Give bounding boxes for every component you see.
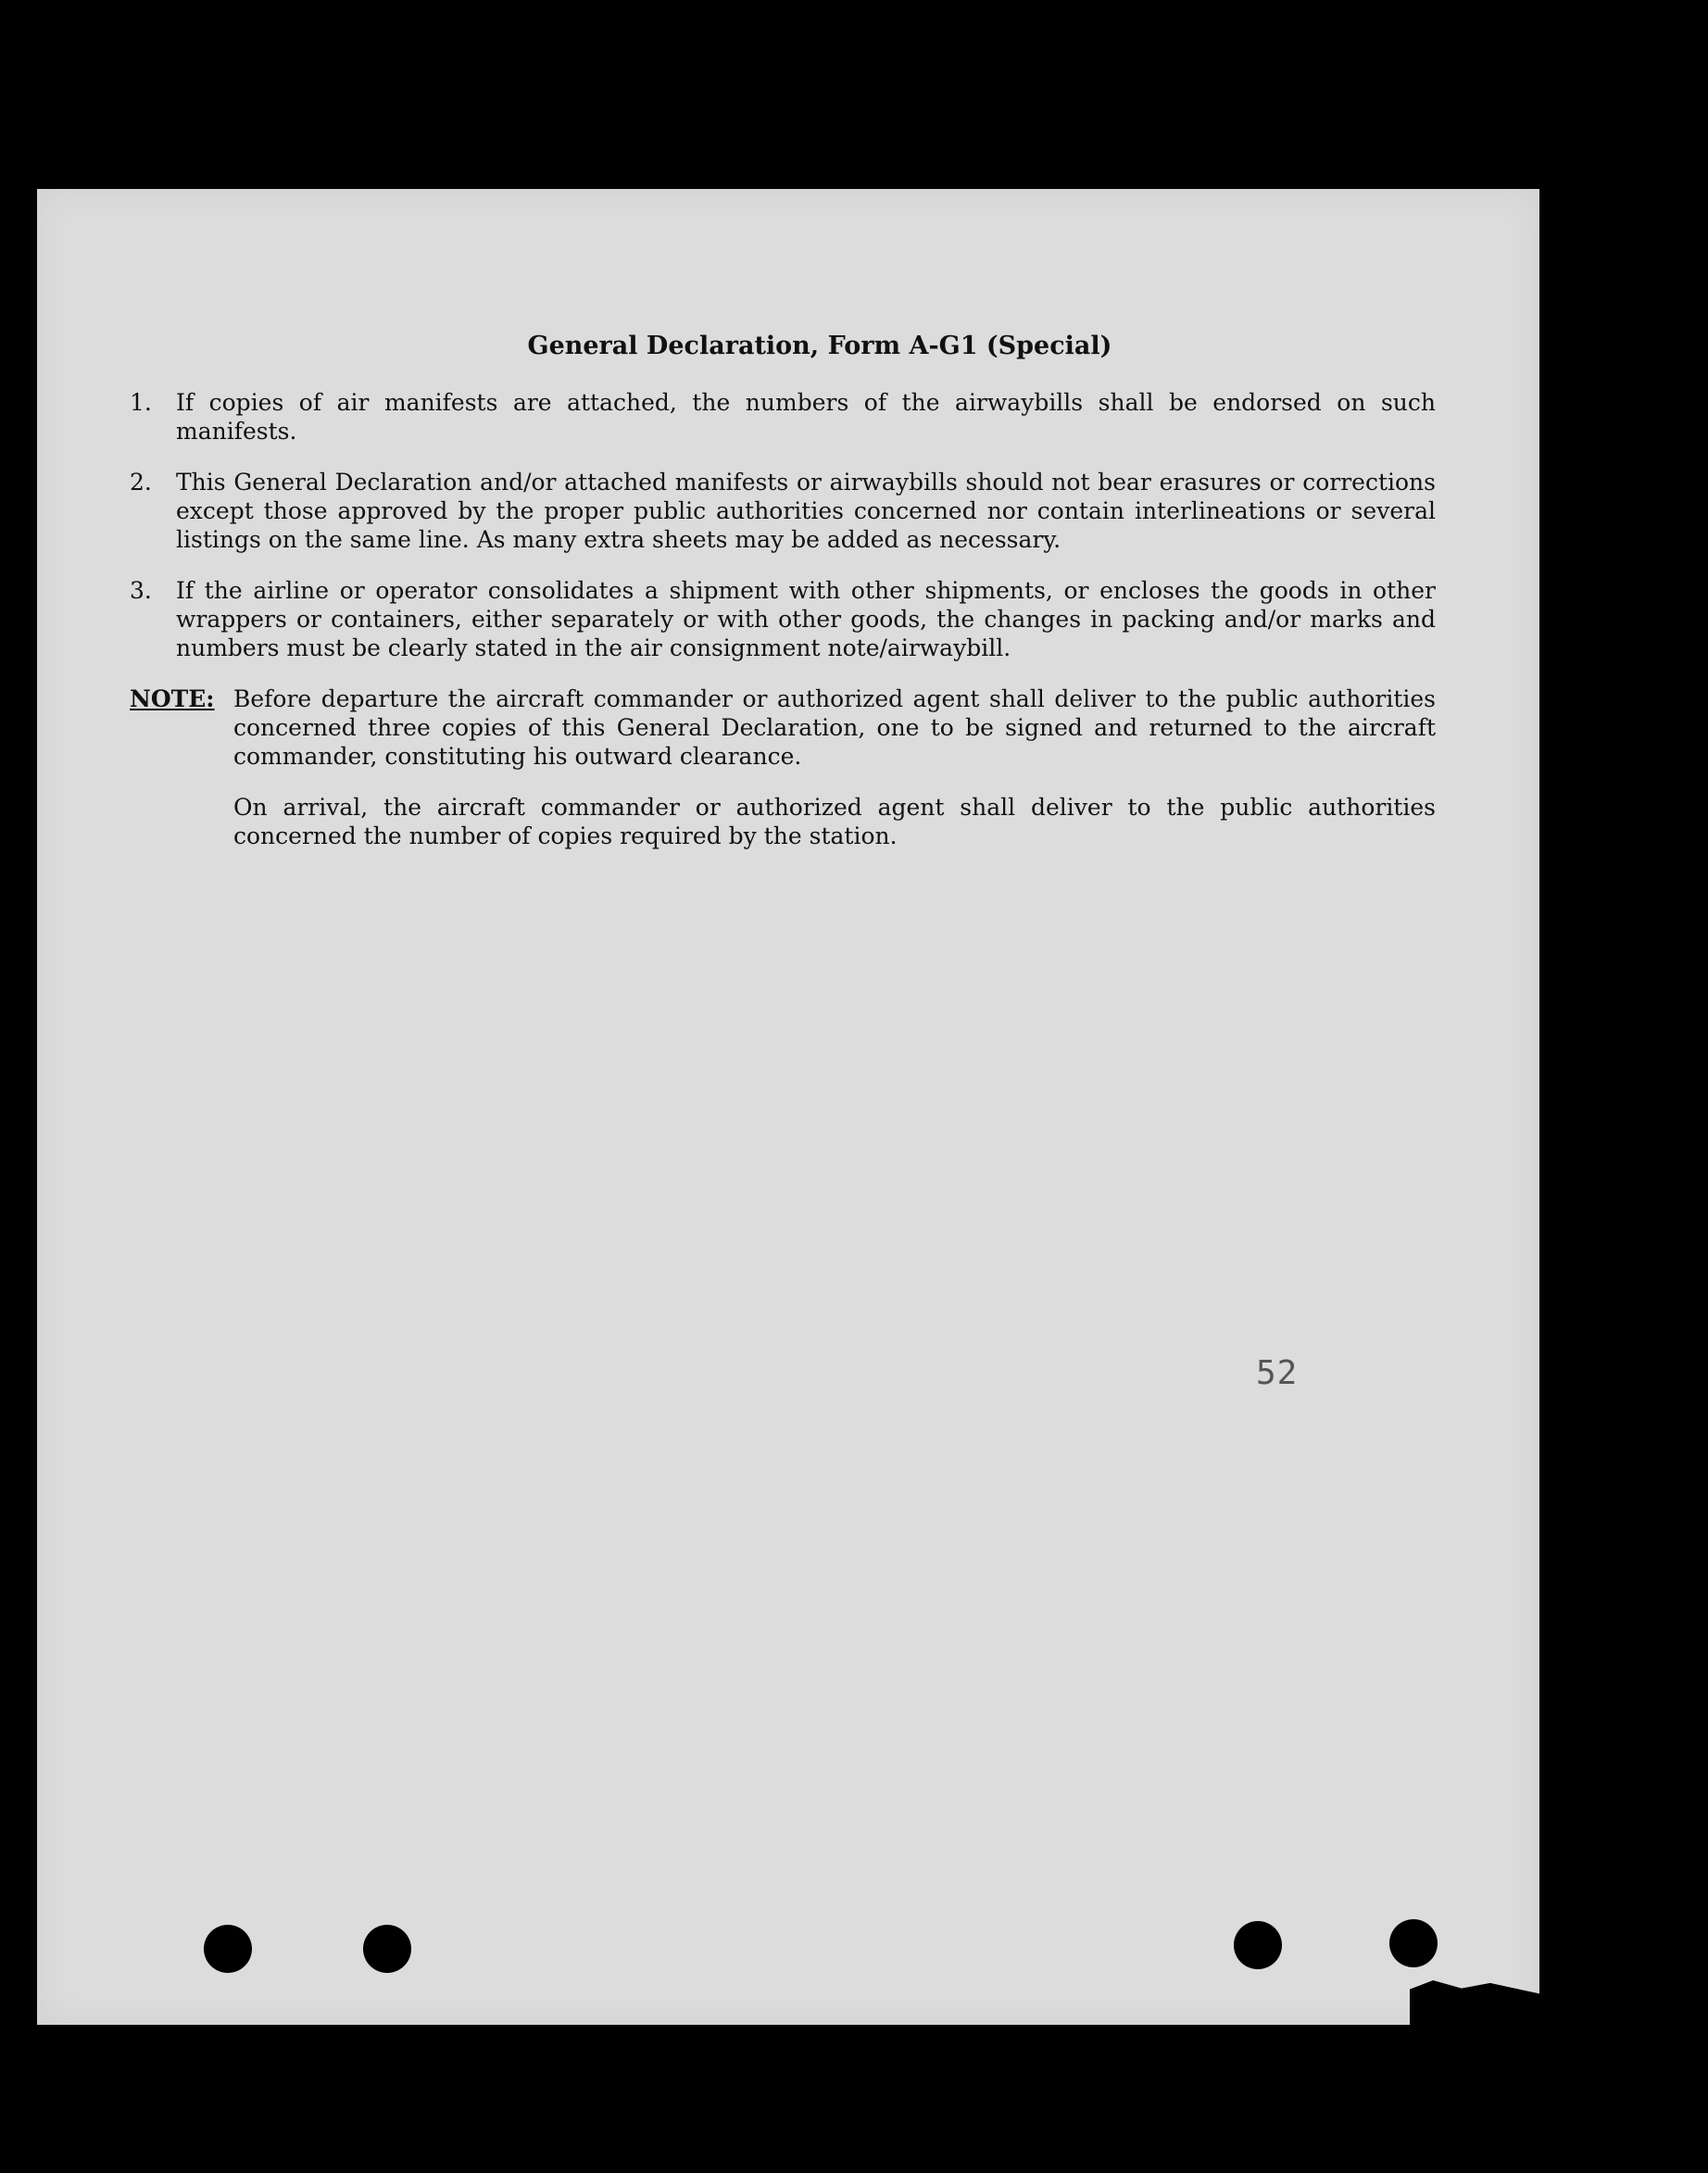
note-label: NOTE: — [130, 685, 215, 712]
note-paragraph-departure: Before departure the aircraft commander or authorized agent shall deliver to the public authorities concerned three copies of this General Declaration, one to be signed and returned to the aircraft commander, constituting his outward clearance. — [233, 685, 1436, 770]
punch-hole — [363, 1925, 411, 1973]
list-item — [130, 468, 1436, 554]
document-body — [130, 332, 1436, 873]
item-text: This General Declaration and/or attached manifests or airwaybills should not bear erasures or corrections except those approved by the proper public authorities concerned nor contain interlineations or several listings on the same line. As many extra sheets may be added as necessary. — [176, 469, 1436, 553]
punch-hole — [1234, 1921, 1282, 1969]
item-number: 1. — [130, 389, 152, 416]
list-item — [130, 388, 1436, 446]
note-body — [233, 685, 1436, 873]
punch-hole — [204, 1925, 252, 1973]
item-text: If the airline or operator consolidates a shipment with other shipments, or encloses the goods in other wrappers or containers, either separately or with other goods, the changes in packing and/or marks and numbers must be clearly stated in the air consignment note/airwaybill. — [176, 577, 1436, 661]
item-text: If copies of air manifests are attached, the numbers of the airwaybills shall be endorsed on such manifests. — [176, 389, 1436, 445]
item-number: 2. — [130, 469, 152, 496]
item-number: 3. — [130, 577, 152, 604]
punch-hole — [1389, 1919, 1438, 1967]
note-section — [130, 685, 1436, 873]
document-title: General Declaration, Form A-G1 (Special) — [527, 332, 1112, 360]
note-paragraph-arrival: On arrival, the aircraft commander or authorized agent shall deliver to the public authorities concerned the number of copies required by the station. — [233, 794, 1436, 849]
page-number: 52 — [1256, 1354, 1299, 1392]
list-item — [130, 576, 1436, 662]
